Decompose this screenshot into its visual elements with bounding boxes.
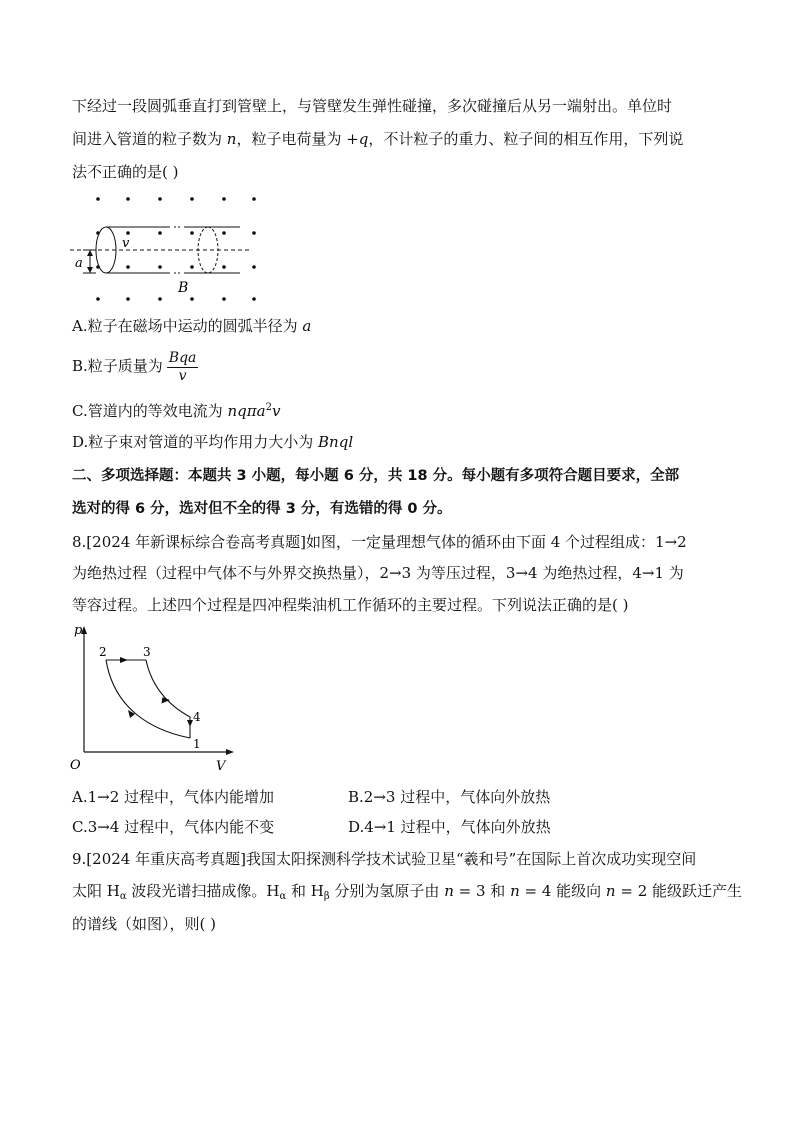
pv-cycle-graph bbox=[70, 620, 245, 775]
q7-option-d: D.粒子束对管道的平均作用力大小为 Bnql bbox=[72, 433, 354, 451]
q8-line-1: 8.[2024 年新课标综合卷高考真题]如图，一定量理想气体的循环由下面 4 个过程组成：1→2 bbox=[72, 533, 687, 551]
q8-option-a: A.1→2 过程中，气体内能增加 bbox=[72, 788, 275, 806]
q7-option-b: B.粒子质量为 $\frac{\text{Bqa}}{v}$ bbox=[72, 349, 197, 384]
q9-line-3: 的谱线（如图），则( ) bbox=[72, 915, 216, 933]
pipe-magnetic-field-figure bbox=[70, 190, 270, 308]
cycle-curves bbox=[106, 660, 190, 738]
fraction-Bqa-over-v: $\frac{\text{Bqa}}{v}$ bbox=[168, 349, 197, 384]
cycle-arrows bbox=[120, 657, 193, 727]
magnetic-field-dots bbox=[96, 197, 256, 301]
q7-line-1: 下经过一段圆弧垂直打到管壁上，与管壁发生弹性碰撞，多次碰撞后从另一端射出。单位时 bbox=[72, 97, 673, 115]
q9-line-2: 太阳 $H_\alpha$ 波段光谱扫描成像。$H_\alpha$ 和 $H_\beta$ 分别为氢原子由 n = 3 和 n = 4 能级向 n = 2 能级跃迁产生 bbox=[72, 882, 743, 902]
section2-line-1: 二、多项选择题：本题共 3 小题，每小题 6 分，共 18 分。每小题有多项符合题目要求，全部 bbox=[72, 468, 680, 484]
q8-option-c: C.3→4 过程中，气体内能不变 bbox=[72, 818, 275, 836]
point-2-label: 2 bbox=[99, 645, 107, 659]
label-a: a bbox=[75, 256, 83, 271]
q8-line-2: 为绝热过程（过程中气体不与外界交换热量），2→3 为等压过程，3→4 为绝热过程，4→1 为 bbox=[72, 564, 684, 582]
point-4-label: 4 bbox=[193, 710, 201, 724]
q7-option-c: C.管道内的等效电流为 nqπa$^2$v bbox=[72, 402, 281, 420]
axis-label-V: V bbox=[216, 759, 226, 774]
point-1-label: 1 bbox=[193, 737, 201, 751]
q7-line-3: 法不正确的是( ) bbox=[72, 163, 179, 181]
q8-option-d: D.4→1 过程中，气体向外放热 bbox=[348, 818, 551, 836]
origin-label: O bbox=[70, 758, 81, 773]
axis-label-p: p bbox=[74, 623, 83, 638]
section2-line-2: 选对的得 6 分，选对但不全的得 3 分，有选错的得 0 分。 bbox=[72, 501, 452, 517]
point-3-label: 3 bbox=[143, 645, 151, 659]
q7-option-a: A.粒子在磁场中运动的圆弧半径为 a bbox=[72, 317, 312, 335]
q8-line-3: 等容过程。上述四个过程是四冲程柴油机工作循环的主要过程。下列说法正确的是( ) bbox=[72, 596, 629, 614]
label-v: v bbox=[122, 236, 130, 251]
q8-option-b: B.2→3 过程中，气体向外放热 bbox=[348, 788, 551, 806]
q9-line-1: 9.[2024 年重庆高考真题]我国太阳探测科学技术试验卫星“羲和号”在国际上首次成功实现空间 bbox=[72, 850, 697, 868]
q7-line-2: 间进入管道的粒子数为 n，粒子电荷量为 +q，不计粒子的重力、粒子间的相互作用，下列说 bbox=[72, 130, 684, 148]
V-axis-arrow bbox=[226, 749, 234, 755]
label-B: B bbox=[178, 280, 189, 296]
